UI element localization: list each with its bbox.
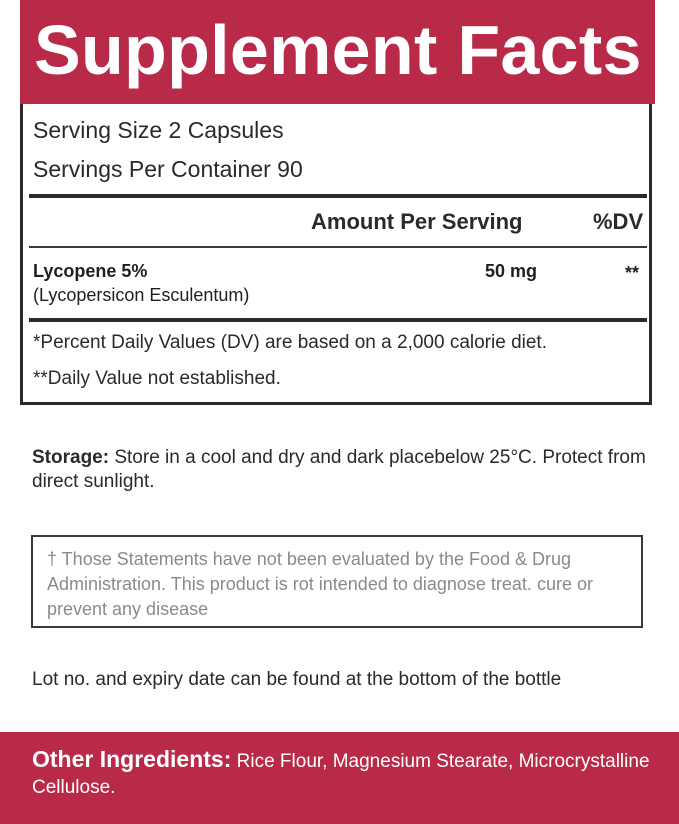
supplement-facts-panel bbox=[20, 0, 652, 405]
serving-size: Serving Size 2 Capsules bbox=[33, 117, 284, 143]
nutrient-dv: ** bbox=[625, 263, 640, 283]
nutrient-name: Lycopene 5% bbox=[33, 261, 148, 281]
footnote-not-established: **Daily Value not established. bbox=[33, 368, 281, 389]
storage-text: Store in a cool and dry and dark placebelow 25°C. Protect from direct sunlight. bbox=[32, 447, 646, 492]
divider-thick bbox=[29, 194, 647, 198]
other-ingredients-footer bbox=[0, 732, 679, 824]
other-ingredients-text: Rice Flour, Magnesium Stearate, Microcrystalline Cellulose. bbox=[32, 751, 650, 798]
divider-thin bbox=[29, 246, 647, 248]
storage-note bbox=[32, 446, 652, 494]
panel-header bbox=[20, 0, 655, 104]
amount-per-serving-header: Amount Per Serving bbox=[311, 209, 523, 234]
servings-per-container: Servings Per Container 90 bbox=[33, 156, 303, 182]
footnote-dv: *Percent Daily Values (DV) are based on a 2,000 calorie diet. bbox=[33, 332, 547, 353]
disclaimer-box bbox=[31, 535, 643, 628]
nutrient-amount: 50 mg bbox=[485, 261, 538, 281]
panel-title: Supplement Facts bbox=[34, 11, 642, 89]
lot-note: Lot no. and expiry date can be found at the bottom of the bottle bbox=[32, 669, 562, 690]
other-ingredients-label: Other Ingredients: bbox=[32, 746, 232, 772]
disclaimer-text: † Those Statements have not been evaluated by the Food & Drug Administration. This product is rot intended to diagnose treat. cure or prevent any disease bbox=[47, 549, 593, 619]
divider-thick bbox=[29, 318, 647, 322]
other-ingredients bbox=[32, 746, 652, 801]
nutrient-source: (Lycopersicon Esculentum) bbox=[33, 285, 250, 305]
dv-header: %DV bbox=[593, 209, 644, 234]
storage-label: Storage: bbox=[32, 447, 110, 468]
